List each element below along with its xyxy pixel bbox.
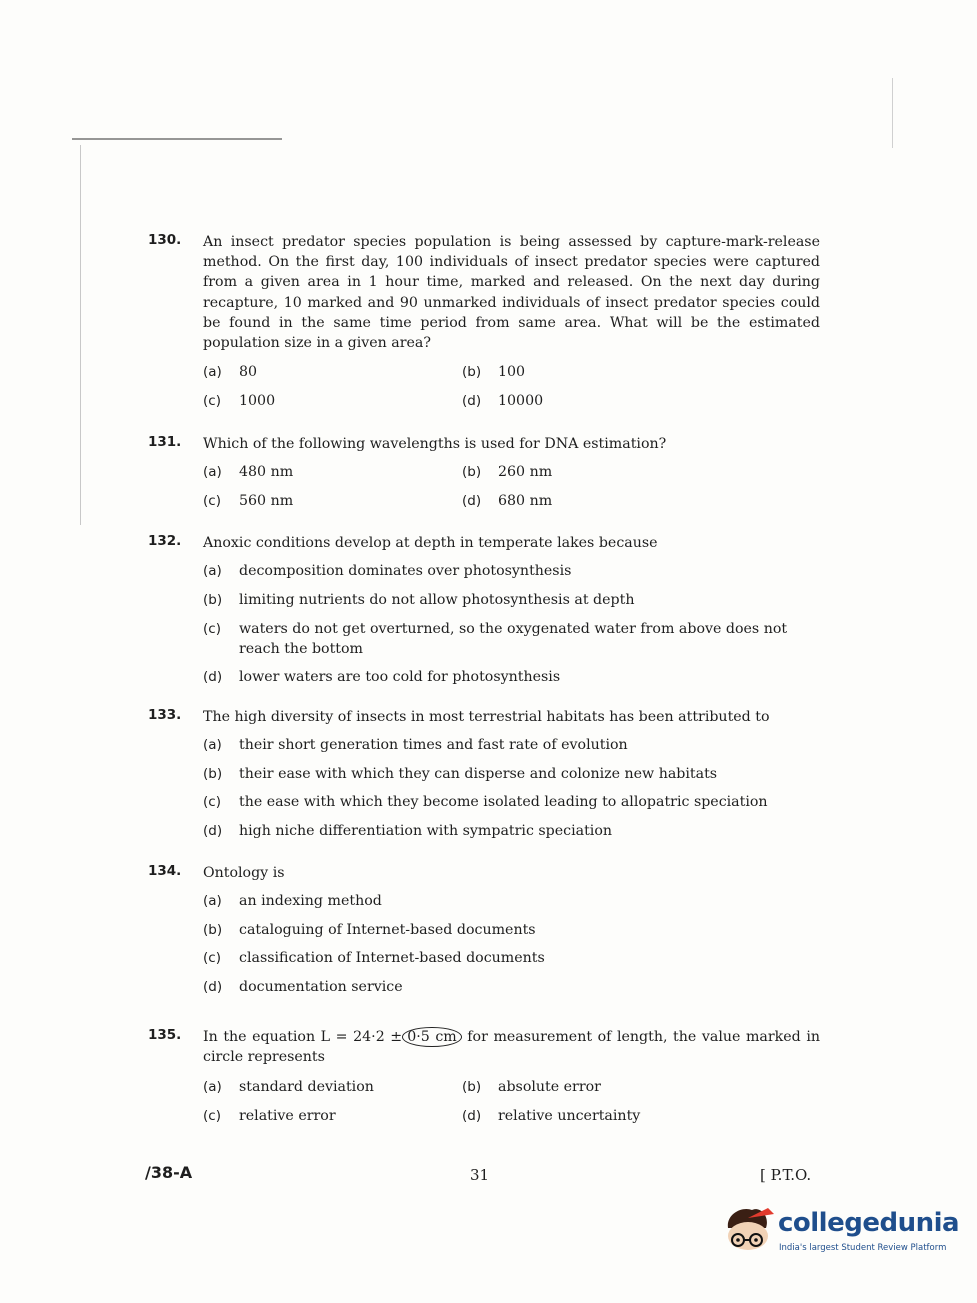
please-turn-over: [ P.T.O. — [760, 1166, 812, 1184]
question-number: 134. — [148, 863, 182, 879]
question-text: An insect predator species population is being assessed by capture-mark-release method. On the first day, 100 individuals of insect predator species were captured from a given area in 1 hour time, marked and released. On the next day during recapture, 10 marked and 90 unmarked individuals of insect predator species could be found in the same time period from same area. What will be the estimated population size in a given area? — [203, 234, 820, 352]
question-133 — [148, 707, 820, 845]
option-d: (d) high niche differentiation with sympatric speciation — [203, 822, 613, 839]
question-number: 131. — [148, 434, 182, 450]
option-row — [203, 358, 820, 387]
option-c: (c) relative error — [203, 1108, 336, 1125]
option-c: (c) the ease with which they become isolated leading to allopatric speciation — [203, 794, 768, 811]
question-131 — [148, 434, 820, 516]
brand-tagline: India's largest Student Review Platform — [779, 1243, 947, 1253]
option-b: (b) absolute error — [462, 1079, 601, 1096]
question-132 — [148, 533, 820, 692]
question-text: Which of the following wavelengths is used for DNA estimation? — [203, 436, 667, 452]
paper-code: /38-A — [145, 1163, 193, 1182]
question-135 — [148, 1027, 820, 1131]
question-text: Ontology is — [203, 865, 285, 881]
option-b: (b) limiting nutrients do not allow photosynthesis at depth — [203, 591, 635, 608]
option-b: (b) their ease with which they can disperse and colonize new habitats — [203, 765, 718, 782]
question-number: 132. — [148, 533, 182, 549]
option-d: (d) 10000 — [462, 393, 544, 410]
option-a: (a) their short generation times and fast rate of evolution — [203, 737, 628, 754]
question-text: The high diversity of insects in most terrestrial habitats has been attributed to — [203, 709, 770, 725]
option-c: (c) classification of Internet-based documents — [203, 950, 545, 967]
scan-artifact-line — [72, 138, 282, 140]
option-c: (c) waters do not get overturned, so the oxygenated water from above does not reach the bottom — [203, 621, 788, 658]
question-number: 133. — [148, 707, 182, 723]
option-a: (a) decomposition dominates over photosynthesis — [203, 563, 572, 580]
option-c: (c) 1000 — [203, 393, 276, 410]
question-130 — [148, 232, 820, 416]
option-c: (c) 560 nm — [203, 493, 294, 510]
option-a: (a) 80 — [203, 364, 258, 381]
option-row — [203, 1073, 820, 1102]
question-number: 135. — [148, 1027, 182, 1043]
option-d: (d) lower waters are too cold for photosynthesis — [203, 669, 561, 686]
question-text: In the equation L = 24·2 ± 0·5 cm for measurement of length, the value marked in circle represents — [203, 1029, 820, 1066]
option-d: (d) documentation service — [203, 978, 403, 995]
scan-margin-line — [80, 145, 81, 525]
page-number: 31 — [470, 1166, 490, 1184]
option-row — [203, 487, 820, 516]
option-b: (b) cataloguing of Internet-based documents — [203, 921, 536, 938]
option-b: (b) 260 nm — [462, 464, 553, 481]
question-134 — [148, 863, 820, 1001]
option-b: (b) 100 — [462, 364, 526, 381]
question-text: Anoxic conditions develop at depth in temperate lakes because — [203, 535, 658, 551]
mascot-icon — [718, 1204, 778, 1264]
circled-value: 0·5 cm — [402, 1027, 462, 1047]
option-a: (a) standard deviation — [203, 1079, 374, 1096]
option-d: (d) relative uncertainty — [462, 1108, 641, 1125]
scan-edge-line — [892, 78, 893, 148]
option-a: (a) an indexing method — [203, 893, 382, 910]
option-row — [203, 1102, 820, 1131]
question-number: 130. — [148, 232, 182, 248]
option-row — [203, 387, 820, 416]
collegedunia-logo — [718, 1204, 960, 1264]
brand-name: collegedunia — [778, 1208, 960, 1238]
option-a: (a) 480 nm — [203, 464, 294, 481]
option-row — [203, 458, 820, 487]
option-d: (d) 680 nm — [462, 493, 553, 510]
